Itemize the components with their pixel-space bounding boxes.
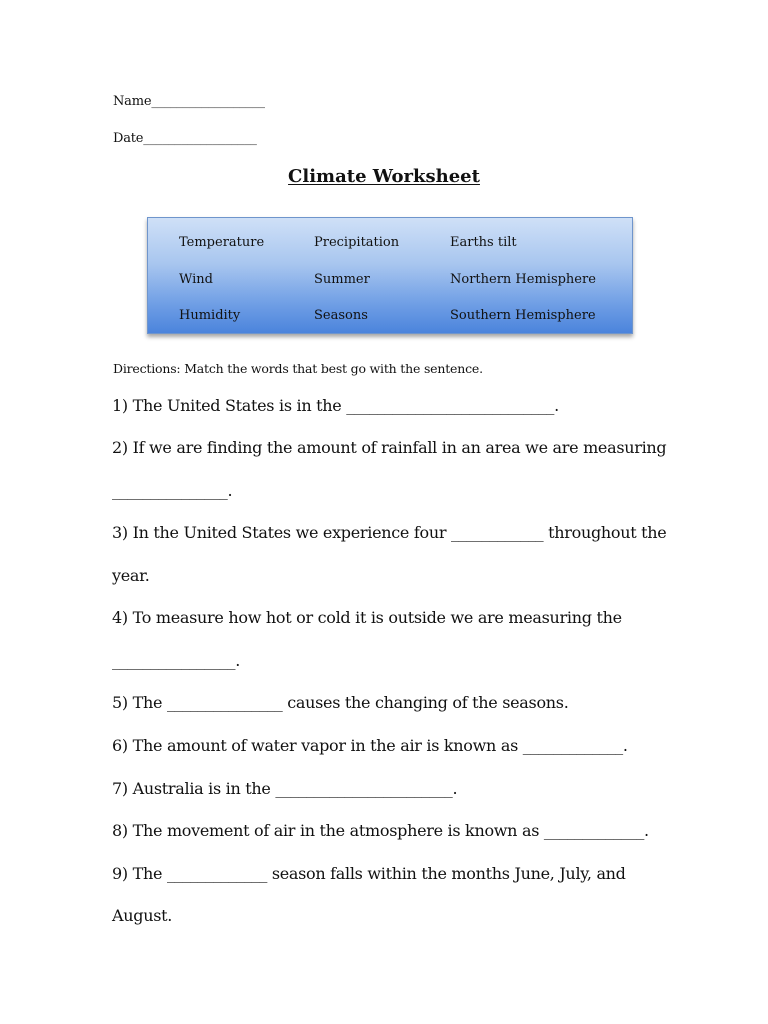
- question-9: 9) The _____________ season falls within the months June, July, and: [112, 864, 626, 883]
- question-4-continued: ________________.: [112, 651, 240, 670]
- directions-text: Directions: Match the words that best go with the sentence.: [113, 361, 483, 376]
- question-8: 8) The movement of air in the atmosphere is known as _____________.: [112, 821, 649, 840]
- question-2: 2) If we are finding the amount of rainfall in an area we are measuring: [112, 438, 667, 457]
- word-bank-item: Seasons: [314, 308, 368, 323]
- question-1: 1) The United States is in the ___________________________.: [112, 396, 559, 415]
- question-9-continued: August.: [112, 906, 173, 925]
- word-bank-item: Northern Hemisphere: [450, 272, 596, 287]
- word-bank-item: Temperature: [179, 235, 265, 250]
- question-7: 7) Australia is in the _______________________.: [112, 779, 458, 798]
- question-3-continued: year.: [112, 566, 150, 585]
- word-bank-item: Precipitation: [314, 235, 400, 250]
- worksheet-title: Climate Worksheet: [288, 166, 480, 187]
- question-2-continued: _______________.: [112, 481, 233, 500]
- question-4: 4) To measure how hot or cold it is outside we are measuring the: [112, 608, 622, 627]
- word-bank-item: Summer: [314, 272, 370, 287]
- word-bank-box: [147, 217, 633, 334]
- question-5: 5) The _______________ causes the changing of the seasons.: [112, 693, 569, 712]
- word-bank-item: Humidity: [179, 308, 241, 323]
- word-bank-item: Wind: [179, 272, 213, 287]
- word-bank-item: Earths tilt: [450, 235, 517, 250]
- date-field-label: Date__________________: [113, 131, 257, 146]
- question-6: 6) The amount of water vapor in the air is known as _____________.: [112, 736, 628, 755]
- name-field-label: Name__________________: [113, 94, 265, 109]
- question-3: 3) In the United States we experience four ____________ throughout the: [112, 523, 667, 542]
- word-bank-item: Southern Hemisphere: [450, 308, 596, 323]
